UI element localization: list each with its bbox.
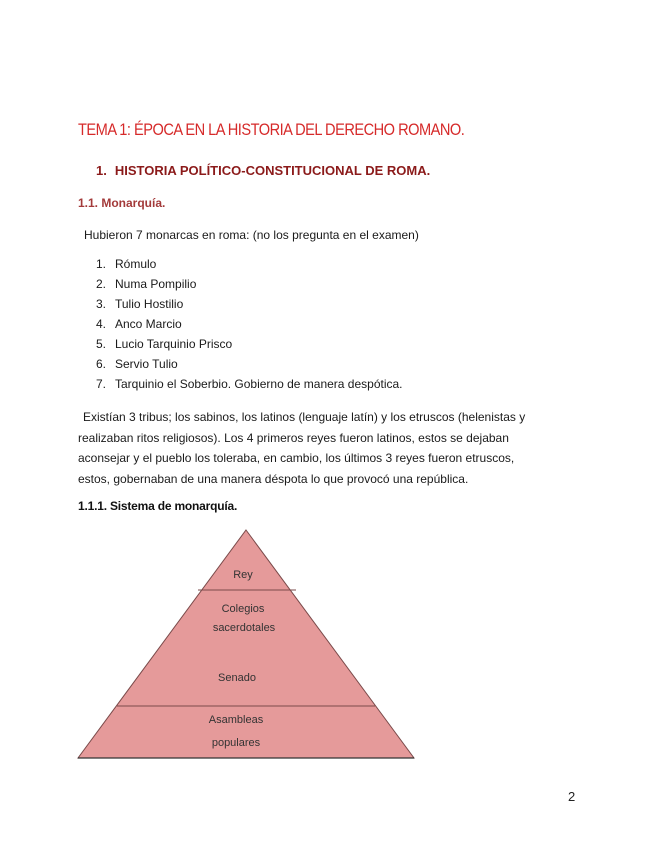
list-number: 1. — [96, 257, 107, 271]
list-text: Rómulo — [115, 257, 157, 271]
paragraph-line: aconsejar y el pueblo los toleraba, en cambio, los últimos 3 reyes fueron etruscos, — [78, 451, 515, 465]
intro-text: Hubieron 7 monarcas en roma: (no los pregunta en el examen) — [84, 228, 419, 242]
page-number: 2 — [568, 789, 576, 804]
list-text: Tulio Hostilio — [115, 297, 184, 311]
section-title: HISTORIA POLÍTICO-CONSTITUCIONAL DE ROMA. — [114, 163, 431, 178]
pyramid-level-asambleas: populares — [211, 737, 261, 749]
list-number: 2. — [96, 277, 107, 291]
list-number: 7. — [96, 377, 107, 391]
list-number: 3. — [96, 297, 107, 311]
list-text: Tarquinio el Soberbio. Gobierno de manera despótica. — [115, 377, 403, 391]
document-title: TEMA 1: ÉPOCA EN LA HISTORIA DEL DERECHO ROMANO. — [78, 120, 465, 139]
list-text: Servio Tulio — [115, 357, 178, 371]
paragraph-line: Existían 3 tribus; los sabinos, los latinos (lenguaje latín) y los etruscos (helenistas y — [83, 410, 526, 424]
pyramid-level-rey: Rey — [233, 569, 253, 581]
list-number: 4. — [96, 317, 107, 331]
section-number: 1. — [96, 163, 107, 178]
list-text: Numa Pompilio — [115, 277, 197, 291]
pyramid-level-colegios: sacerdotales — [212, 622, 276, 634]
list-text: Lucio Tarquinio Prisco — [115, 337, 233, 351]
pyramid-level-senado: Senado — [218, 672, 256, 684]
list-text: Anco Marcio — [115, 317, 182, 331]
pyramid-level-colegios: Colegios — [221, 603, 265, 615]
subsection-heading: 1.1. Monarquía. — [78, 196, 166, 210]
pyramid-level-asambleas: Asambleas — [208, 714, 264, 726]
paragraph-line: realizaban ritos religiosos). Los 4 primeros reyes fueron latinos, estos se dejaban — [78, 430, 509, 445]
list-number: 6. — [96, 357, 107, 371]
subsubsection-heading: 1.1.1. Sistema de monarquía. — [78, 499, 238, 513]
list-number: 5. — [96, 337, 107, 351]
paragraph-line: estos, gobernaban de una manera déspota lo que provocó una república. — [78, 471, 469, 486]
